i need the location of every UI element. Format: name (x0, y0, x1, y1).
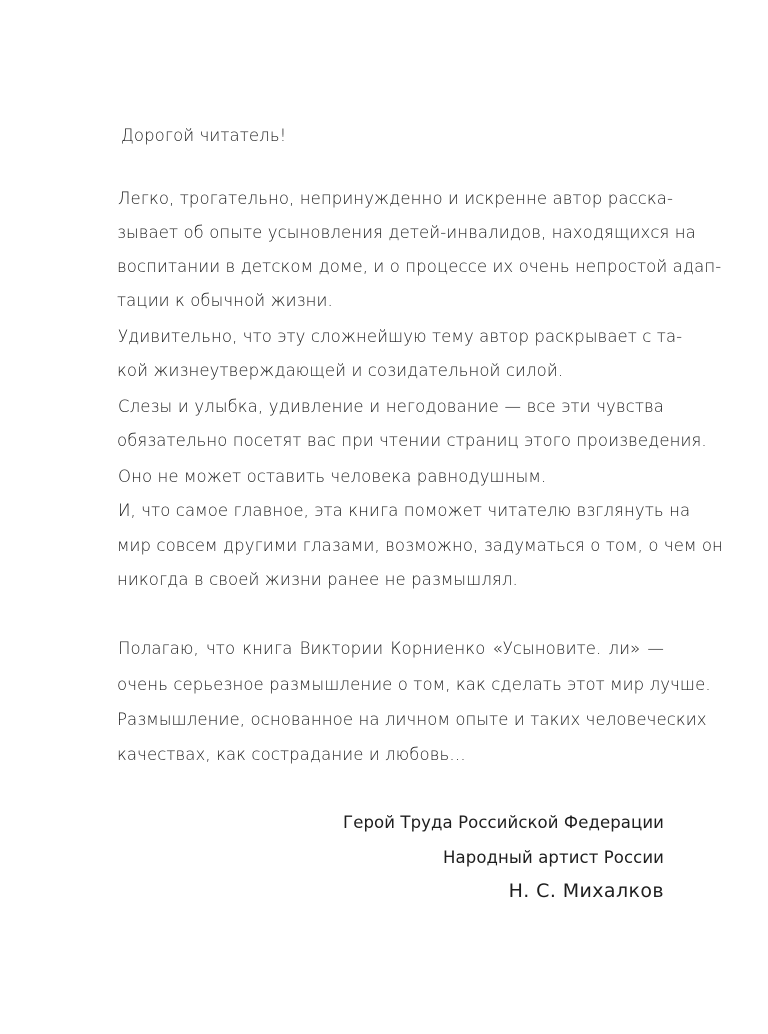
paragraph-4-line-1: Оно не может оставить человека равнодушным. (118, 467, 547, 486)
paragraph-5-line-1: И, что самое главное, эта книга поможет читателю взглянуть на (118, 501, 691, 520)
signature-title-2: Народный артист России (443, 848, 664, 867)
paragraph-2-line-1: Удивительно, что эту сложнейшую тему автор раскрывает с та- (118, 327, 683, 346)
paragraph-2-line-2: кой жизнеутверждающей и созидательной силой. (117, 361, 564, 380)
paragraph-6-line-1: Полагаю, что книга Виктории Корниенко «Усыновите. ли» — (118, 639, 664, 658)
signature-name: Н. С. Михалков (508, 880, 664, 902)
paragraph-5-line-3: никогда в своей жизни ранее не размышлял. (117, 570, 518, 589)
signature-title-1: Герой Труда Российской Федерации (343, 813, 664, 832)
paragraph-1-line-4: тации к обычной жизни. (117, 291, 333, 310)
paragraph-3-line-1: Слезы и улыбка, удивление и негодование — все эти чувства (118, 397, 664, 416)
paragraph-6-line-2: очень серьезное размышление о том, как сделать этот мир лучше. (117, 675, 711, 694)
paragraph-1-line-3: воспитании в детском доме, и о процессе их очень непростой адап- (117, 257, 722, 276)
paragraph-6-line-3: Размышление, основанное на личном опыте и таких человеческих (117, 710, 707, 729)
greeting: Дорогой читатель! (121, 126, 287, 145)
paragraph-3-line-2: обязательно посетят вас при чтении страниц этого произведения. (117, 431, 707, 450)
paragraph-1-line-2: зывает об опыте усыновления детей-инвалидов, находящихся на (117, 223, 696, 242)
paragraph-6-line-4: качествах, как сострадание и любовь… (117, 745, 466, 764)
paragraph-1-line-1: Легко, трогательно, непринужденно и искренне автор расска- (118, 189, 674, 208)
paragraph-5-line-2: мир совсем другими глазами, возможно, задуматься о том, о чем он (117, 536, 723, 555)
